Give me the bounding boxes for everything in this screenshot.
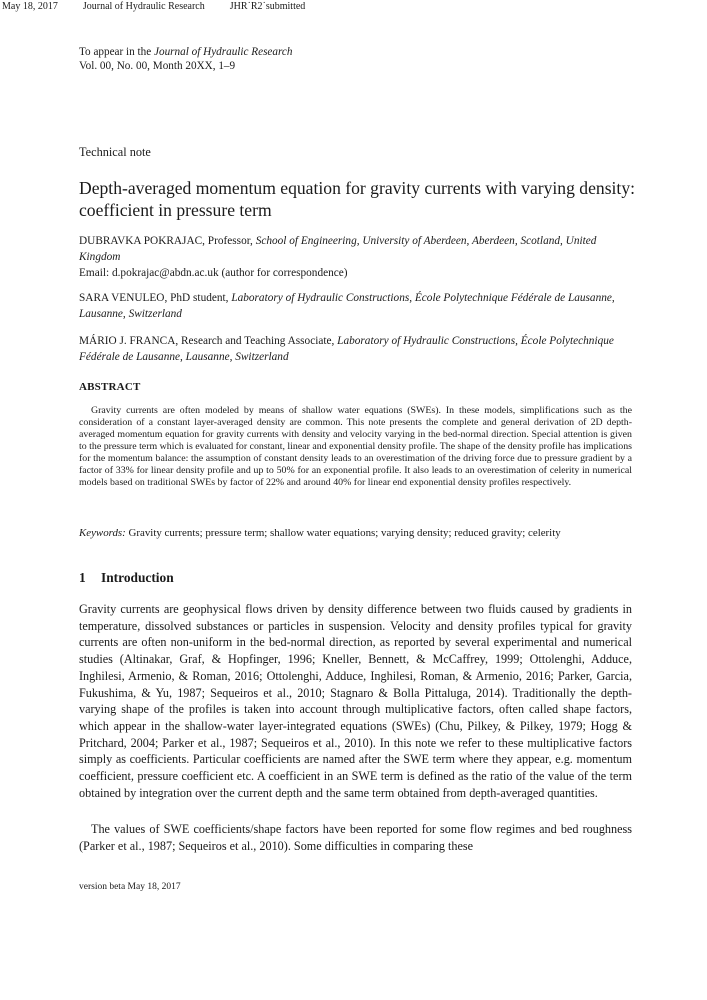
keywords-list: Gravity currents; pressure term; shallow water equations; varying density; reduced gravity; celerity — [125, 527, 561, 539]
author-affiliation: School of Engineering, University of Aberdeen, Aberdeen, Scotland, United Kingdom — [79, 235, 597, 263]
abstract-text: Gravity currents are often modeled by means of shallow water equations (SWEs). In these models, simplifications such as the consideration of a constant layer-averaged density are common. This note presents the complete and general derivation of 2D depth-averaged momentum equation for gravity currents with density and velocity varying in the bed-normal direction. Special attention is given to the pressure term which is evaluated for constant, linear and exponential density profile. The shape of the density profile has implications for the momentum balance: the assumption of constant density leads to an overestimation of the driving force due to pressure gradient by a factor of 33% for linear density profile and up to 50% for an exponential profile. It also leads to an overestimation of celerity in numerical models based on traditional SWEs by factor of 22% and around 40% for linear end exponential density profiles respectively. — [79, 405, 632, 488]
author-affiliation: Laboratory of Hydraulic Constructions, École Polytechnique Fédérale de Lausanne, Lausanne, Switzerland — [79, 335, 614, 363]
author-name: SARA VENULEO — [79, 292, 165, 304]
author-block: MÁRIO J. FRANCA, Research and Teaching Associate, Laboratory of Hydraulic Constructions, École Polytechnique Fédérale de Lausanne, Lausanne, Switzerland — [79, 335, 614, 363]
abstract-heading: ABSTRACT — [79, 381, 141, 393]
author-block: SARA VENULEO, PhD student, Laboratory of Hydraulic Constructions, École Polytechnique Fédérale de Lausanne, Lausanne, Switzerland — [79, 292, 615, 320]
volume-line: Vol. 00, No. 00, Month 20XX, 1–9 — [79, 60, 236, 72]
keywords-label: Keywords: — [79, 527, 126, 539]
author-affiliation: Laboratory of Hydraulic Constructions, École Polytechnique Fédérale de Lausanne, Lausanne, Switzerland — [79, 292, 615, 320]
keywords — [79, 527, 639, 539]
section-number: 1 — [79, 570, 86, 585]
page-footer: version beta May 18, 2017 — [79, 882, 181, 892]
running-header-journal: Journal of Hydraulic Research — [82, 1, 205, 12]
section-heading — [79, 570, 174, 586]
author-email[interactable]: Email: d.pokrajac@abdn.ac.uk (author for correspondence) — [79, 267, 348, 279]
publication-info — [79, 45, 292, 73]
appear-line: To appear in the Journal of Hydraulic Research — [79, 46, 293, 58]
running-header-date: May 18, 2017 — [2, 1, 58, 12]
running-header-status: JHR˙R2˙submitted — [229, 1, 306, 12]
author-name: MÁRIO J. FRANCA — [79, 335, 176, 347]
paper-title: Depth-averaged momentum equation for gravity currents with varying density: coefficient in pressure term — [79, 178, 635, 220]
section-title: Introduction — [101, 570, 174, 585]
article-type: Technical note — [79, 145, 151, 159]
body-paragraph: The values of SWE coefficients/shape factors have been reported for some flow regimes and bed roughness (Parker et al., 1987; Sequeiros et al., 2010). Some difficulties in comparing these — [79, 822, 632, 853]
body-paragraph: Gravity currents are geophysical flows driven by density difference between two fluids caused by gradients in temperature, dissolved substances or particles in suspension. Velocity and density profiles typical for gravity currents are often non-uniform in the bed-normal direction, as reported by several experimental and numerical studies (Altinakar, Graf, & Hopfinger, 1996; Kneller, Bennett, & McCaffrey, 1999; Ottolenghi, Adduce, Inghilesi, Armenio, & Roman, 2016; Ottolenghi, Adduce, Inghilesi, Roman, & Armenio, 2016; Parker, Garcia, Fukushima, & Yu, 1987; Sequeiros et al., 2010; Stagnaro & Bolla Pittaluga, 2014). Traditionally the depth-varying shape of the profiles is taken into account through multiplicative factors, often called shape factors, which appear in the shallow-water layer-integrated equations (SWEs) (Chu, Pilkey, & Pilkey, 1979; Hogg & Pritchard, 2004; Parker et al., 1987; Sequeiros et al., 2010). In this note we refer to these multiplicative factors simply as coefficients. Particular coefficients are named after the SWE term where they appear, e.g. momentum coefficient, pressure coefficient etc. A coefficient in an SWE term is defined as the ratio of the value of the term obtained by integration over the current depth and the same term obtained from depth-averaged quantities. — [79, 602, 632, 800]
running-header — [2, 1, 305, 12]
journal-name: Journal of Hydraulic Research — [154, 46, 293, 58]
author-block: DUBRAVKA POKRAJAC, Professor, School of Engineering, University of Aberdeen, Aberdeen, Scotland, United Kingdom Email: d.pokrajac@abdn.ac.uk (author for correspondence) — [79, 233, 639, 281]
author-name: DUBRAVKA POKRAJAC — [79, 235, 203, 247]
